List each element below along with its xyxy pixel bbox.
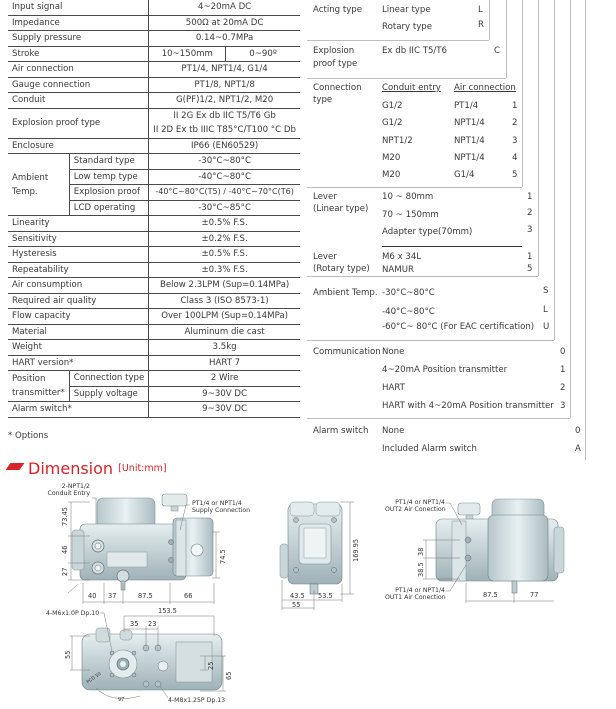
dim-65: 65 [225, 671, 233, 680]
back-view-drawing [380, 495, 616, 610]
spec-label: Repeatability [8, 262, 149, 278]
code-column-line [585, 0, 586, 460]
explosion-proof-label-line1: Explosion [313, 46, 355, 56]
option-text: Adapter type(70mm) [382, 227, 473, 237]
code-column-line [570, 0, 571, 418]
out1-label-line2: OUT1 Air Conection [385, 594, 446, 601]
section-divider [307, 418, 570, 419]
option-text: 10 ~ 80mm [382, 192, 434, 202]
positioner-bottom-illustration [0, 606, 240, 705]
dim-87-5: 87.5 [138, 592, 153, 600]
dim-55-side: 55 [292, 601, 301, 609]
tap-m8-label: 4-M8x1.25P Dp.13 [168, 697, 226, 704]
option-text: -60°C~ 80°C (For EAC certification) [382, 322, 535, 332]
dim-77: 77 [530, 591, 539, 599]
dim-169-95: 169.95 [352, 538, 360, 562]
air-value: NPT1/4 [454, 153, 485, 163]
dim-pcd: PCD 50 [86, 671, 103, 686]
conduit-value: M20 [382, 170, 401, 180]
section-divider [307, 78, 506, 79]
option-text: None [382, 426, 405, 436]
conduit-value: G1/2 [382, 101, 403, 111]
dim-43-5: 43.5 [290, 592, 305, 600]
option-text: HART [382, 383, 405, 393]
connection-type-label-line1: Connection [313, 83, 362, 93]
spec-value: 0.14~0.7MPa [149, 31, 300, 47]
spec-value: ±0.5% F.S. [149, 247, 300, 263]
conduit-value: G1/2 [382, 118, 403, 128]
supply-connection-label-line2: Supply Connection [192, 507, 251, 514]
dim-153-5: 153.5 [158, 607, 177, 615]
option-code: U [543, 322, 550, 332]
spec-label: HART version* [8, 355, 149, 371]
spec-label: Input signal [8, 0, 149, 15]
alarm-switch-label: Alarm switch [313, 426, 369, 436]
spec-sublabel: Supply voltage [69, 386, 149, 402]
dim-46: 46 [61, 545, 69, 554]
spec-label: Required air quality [8, 293, 149, 309]
spec-value: 4~20mA DC [149, 0, 300, 15]
spec-label: Material [8, 324, 149, 340]
conduit-value: M20 [382, 153, 401, 163]
dim-23: 23 [148, 620, 157, 628]
air-value: G1/4 [454, 170, 475, 180]
spec-value: ±0.2% F.S. [149, 231, 300, 247]
dim-74-5: 74.5 [219, 549, 227, 564]
spec-group-label-line1: Position [12, 374, 46, 384]
spec-value-line1: II 2G Ex db IIC T5/T6 Gb [149, 108, 300, 123]
spec-group-label-line2: Temp. [12, 186, 38, 197]
spec-group-label-line1: Ambient [12, 172, 49, 183]
conduit-entry-label-line2: Conduit Entry [47, 490, 90, 497]
spec-value: PT1/8, NPT1/8 [149, 77, 300, 93]
option-text: None [382, 347, 405, 357]
option-text: M6 x 34L [382, 252, 422, 262]
side-view-drawing [270, 500, 370, 612]
option-text: Included Alarm switch [382, 444, 477, 454]
dim-37: 37 [108, 592, 117, 600]
lever-linear-label-line2: (Linear type) [313, 204, 369, 214]
air-value: PT1/4 [454, 101, 479, 111]
spec-value: ±0.5% F.S. [149, 216, 300, 232]
option-code: 2 [560, 383, 566, 393]
dim-35: 35 [130, 620, 139, 628]
option-code: S [543, 286, 549, 296]
dim-40: 40 [88, 592, 97, 600]
dim-66: 66 [184, 592, 193, 600]
option-code: 4 [512, 153, 518, 163]
front-view-drawing [0, 480, 251, 605]
dim-38-5: 38.5 [417, 562, 425, 577]
supply-connection-label-line1: PT1/4 or NPT1/4 [192, 500, 242, 507]
dimension-title: Dimension [28, 459, 114, 478]
spec-label: Stroke [8, 46, 149, 62]
out2-label-line1: PT1/4 or NPT1/4 [395, 499, 445, 506]
option-text: Rotary type [382, 22, 433, 32]
dim-73-45: 73.45 [61, 507, 69, 526]
section-divider [307, 276, 538, 277]
spec-group-label-line2: transmitter* [12, 388, 65, 398]
option-code: 2 [512, 118, 518, 128]
dim-25: 25 [207, 661, 215, 670]
section-divider [307, 187, 522, 188]
option-code: 2 [527, 208, 533, 218]
spec-sublabel: LCD operating [69, 200, 149, 216]
section-divider [307, 40, 489, 41]
lever-divider [382, 246, 522, 247]
spec-sublabel: Standard type [69, 154, 149, 170]
spec-label: Linearity [8, 216, 149, 232]
spec-value: Aluminum die cast [149, 324, 300, 340]
spec-value: -40°C~80°C(T5) / -40°C~70°C(T6) [149, 185, 300, 201]
spec-label: Impedance [8, 15, 149, 31]
conduit-value: NPT1/2 [382, 136, 413, 146]
dim-87-5-back: 87.5 [483, 591, 498, 599]
option-code: 3 [527, 225, 533, 235]
section-divider [307, 340, 554, 341]
acting-type-label: Acting type [313, 5, 363, 15]
out1-label-line1: PT1/4 or NPT1/4 [395, 587, 445, 594]
option-code: C [494, 46, 501, 56]
spec-label: Supply pressure [8, 31, 149, 47]
spec-value: Over 100LPM (Sup=0.14MPa) [149, 309, 300, 325]
lever-rotary-label-line2: (Rotary type) [313, 264, 370, 274]
spec-label: Weight [8, 340, 149, 356]
spec-value-linear: 10~150mm [149, 46, 226, 62]
option-code: 1 [527, 252, 533, 262]
lever-rotary-label-line1: Lever [313, 252, 337, 262]
option-code: L [478, 5, 483, 15]
air-value: NPT1/4 [454, 118, 485, 128]
air-value: NPT1/4 [454, 136, 485, 146]
option-code: 5 [527, 264, 533, 274]
bottom-view-drawing [0, 606, 240, 705]
option-code: A [575, 444, 581, 454]
option-code: L [543, 305, 548, 315]
spec-value-line2: II 2D Ex tb IIIC T85°C/T100 °C Db [149, 123, 300, 138]
options-footnote: * Options [8, 431, 49, 441]
spec-label: Explosion proof type [8, 108, 149, 138]
spec-label: Sensitivity [8, 231, 149, 247]
option-text: -40°C~80°C [382, 307, 435, 317]
option-code: 0 [560, 347, 566, 357]
lever-linear-label-line1: Lever [313, 192, 337, 202]
positioner-front-illustration [0, 480, 240, 605]
connection-type-label-line2: type [313, 95, 333, 105]
option-text: NAMUR [382, 265, 414, 275]
explosion-proof-label-line2: proof type [313, 59, 358, 69]
code-column-line [554, 0, 555, 340]
ambient-temp-label: Ambient Temp. [313, 288, 378, 298]
spec-value: -40°C~80°C [149, 169, 300, 185]
tap-m6-label: 4-M6x1.0P Dp.10 [46, 610, 100, 617]
code-column-line [489, 0, 490, 40]
option-text: 70 ~ 150mm [382, 210, 439, 220]
spec-value: 9~30V DC [149, 386, 300, 402]
code-column-line [506, 0, 507, 78]
dim-55: 55 [64, 650, 72, 659]
option-code: R [478, 20, 484, 30]
spec-value: HART 7 [149, 355, 300, 371]
spec-value: 500Ω at 20mA DC [149, 15, 300, 31]
spec-value: Class 3 (ISO 8573-1) [149, 293, 300, 309]
spec-value: ±0.3% F.S. [149, 262, 300, 278]
option-text: Ex db IIC T5/T6 [382, 46, 448, 56]
option-code: 0 [575, 426, 581, 436]
option-code: 1 [512, 101, 518, 111]
spec-label: Enclosure [8, 138, 149, 154]
code-column-line [538, 0, 539, 276]
dim-53-5: 53.5 [318, 592, 333, 600]
spec-sublabel: Explosion proof [69, 185, 149, 201]
spec-value: Below 2.3LPM (Sup=0.14MPa) [149, 278, 300, 294]
dimension-unit: [Unit:mm] [118, 463, 167, 474]
communication-label: Communication [313, 347, 381, 357]
conduit-entry-label-line1: 2-NPT1/2 [61, 483, 90, 490]
spec-label: Air consumption [8, 278, 149, 294]
option-code: 1 [527, 192, 533, 202]
dim-38: 38 [417, 547, 425, 556]
spec-label: Hysteresis [8, 247, 149, 263]
dim-27: 27 [61, 567, 69, 576]
spec-sublabel: Connection type [69, 371, 149, 387]
out2-label-line2: OUT2 Air Conection [385, 506, 446, 513]
spec-label: Alarm switch* [8, 402, 149, 418]
option-code: 3 [512, 136, 518, 146]
dim-97: 97 [118, 697, 125, 703]
spec-value: -30°C~85°C [149, 200, 300, 216]
option-text: Linear type [382, 5, 431, 15]
spec-label: Conduit [8, 93, 149, 109]
option-text: HART with 4~20mA Position transmitter [382, 401, 554, 411]
spec-value-rotary: 0~90º [226, 46, 300, 62]
spec-label: Flow capacity [8, 309, 149, 325]
air-connection-header: Air connection [454, 83, 516, 93]
spec-value: 9~30V DC [149, 402, 300, 418]
spec-value: PT1/4, NPT1/4, G1/4 [149, 62, 300, 78]
spec-value: IP66 (EN60529) [149, 138, 300, 154]
spec-sublabel: Low temp type [69, 169, 149, 185]
spec-value: -30°C~80°C [149, 154, 300, 170]
option-code: 3 [560, 401, 566, 411]
code-column-line [522, 0, 523, 187]
option-code: 5 [512, 170, 518, 180]
parallelogram-bullet-icon [6, 463, 25, 470]
option-code: 1 [560, 365, 566, 375]
spec-value: G(PF)1/2, NPT1/2, M20 [149, 93, 300, 109]
spec-label: Air connection [8, 62, 149, 78]
dimension-heading [8, 458, 167, 478]
spec-label: Gauge connection [8, 77, 149, 93]
conduit-entry-header: Conduit entry [382, 83, 441, 93]
spec-value: 3.5kg [149, 340, 300, 356]
option-text: 4~20mA Position transmitter [382, 365, 508, 375]
option-text: -30°C~80°C [382, 288, 435, 298]
spec-value: 2 Wire [149, 371, 300, 387]
